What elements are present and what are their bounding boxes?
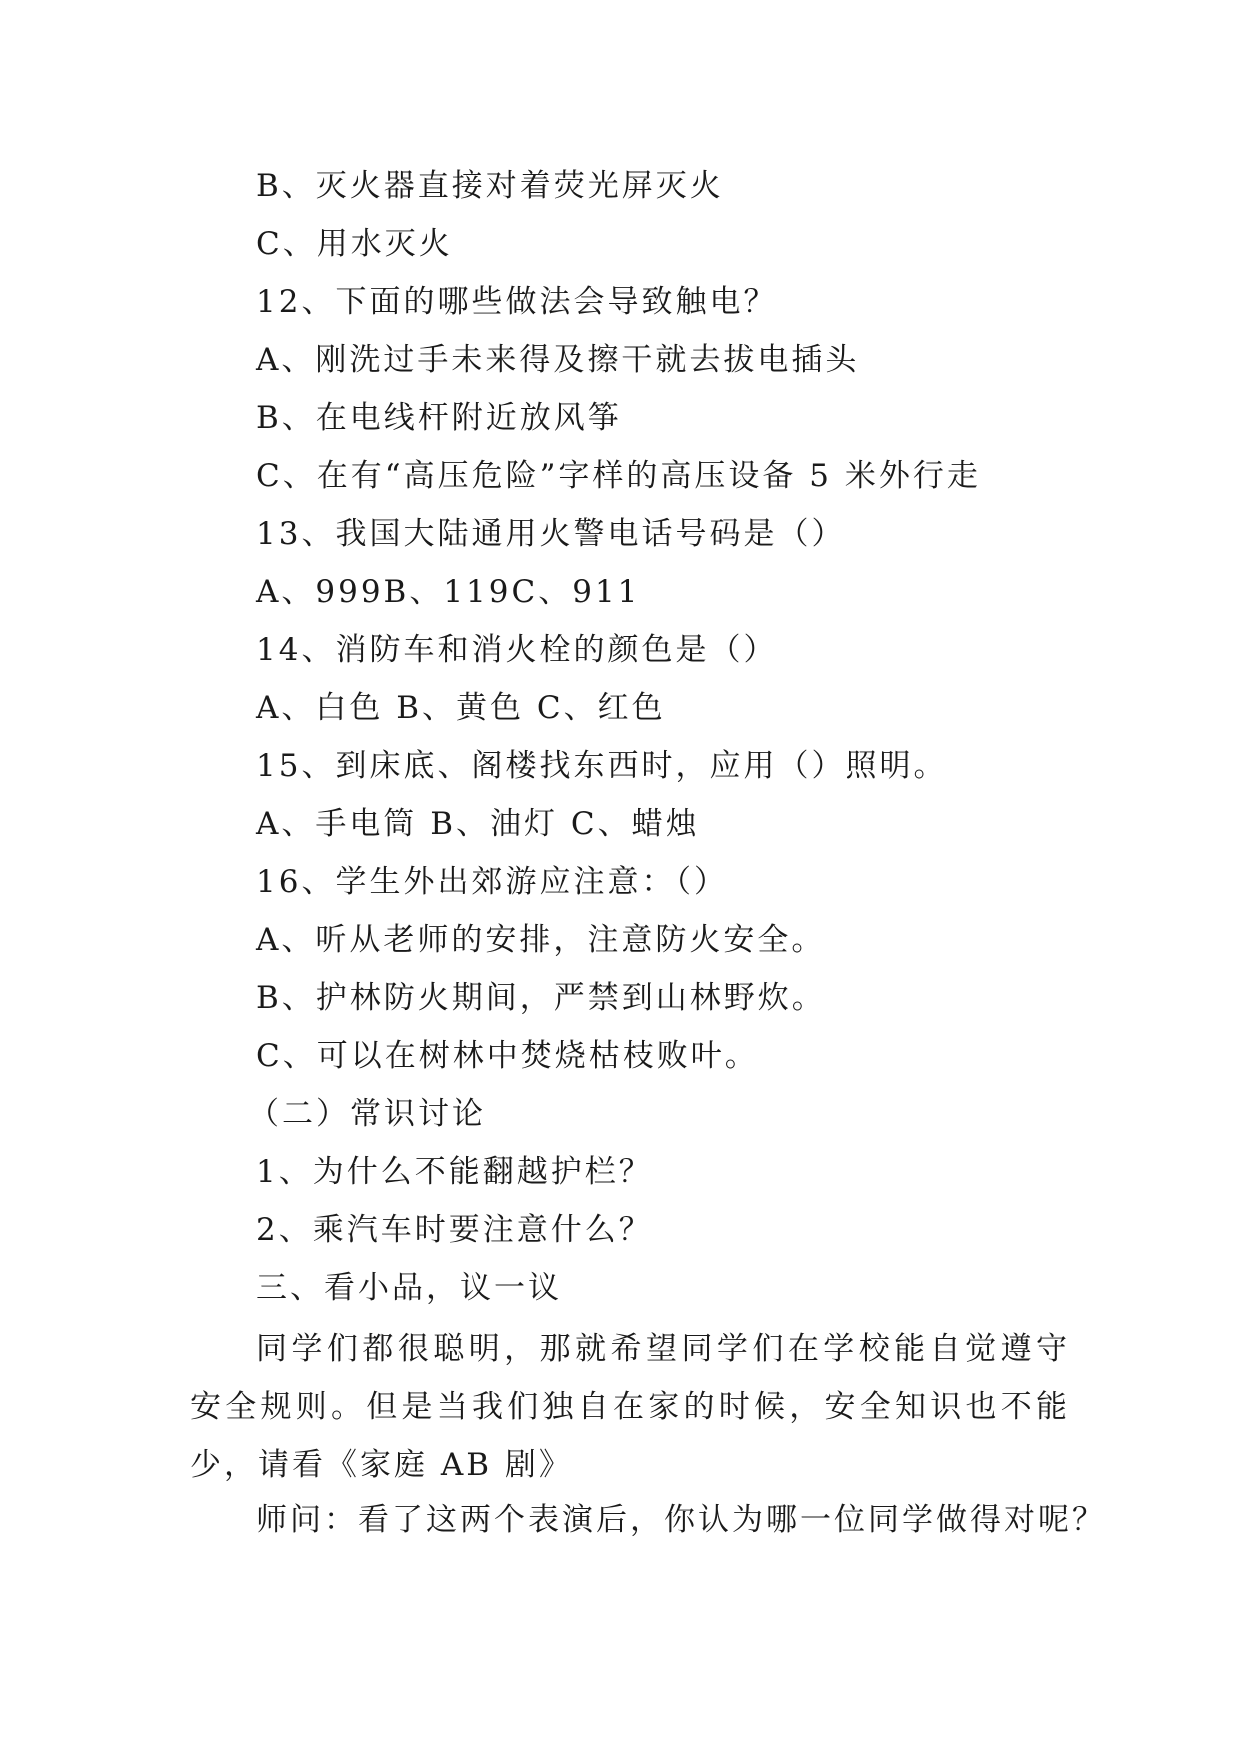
- text-line-18: 1、为什么不能翻越护栏？: [256, 1154, 653, 1190]
- body-paragraph: 同学们都很聪明，那就希望同学们在学校能自觉遵守安全规则。但是当我们独自在家的时候，安全知识也不能少，请看《家庭 AB 剧》: [190, 1331, 1070, 1483]
- text-line-8: A、999B、119C、911: [256, 574, 641, 610]
- text-line-last: 师问：看了这两个表演后，你认为哪一位同学做得对呢？: [256, 1502, 1106, 1538]
- text-line-7: 13、我国大陆通用火警电话号码是（）: [256, 516, 846, 552]
- text-line-10: A、白色 B、黄色 C、红色: [256, 690, 666, 726]
- text-line-15: B、护林防火期间，严禁到山林野炊。: [256, 980, 826, 1016]
- text-line-9: 14、消防车和消火栓的颜色是（）: [256, 632, 778, 668]
- text-line-14: A、听从老师的安排，注意防火安全。: [256, 922, 826, 958]
- text-line-11: 15、到床底、阁楼找东西时，应用（）照明。: [256, 748, 948, 784]
- text-line-12: A、手电筒 B、油灯 C、蜡烛: [256, 806, 700, 842]
- text-line-16: C、可以在树林中焚烧枯枝败叶。: [256, 1038, 759, 1074]
- text-line-5: B、在电线杆附近放风筝: [256, 400, 622, 436]
- text-line-1: B、灭火器直接对着荧光屏灭火: [256, 168, 724, 204]
- text-line-4: A、刚洗过手未来得及擦干就去拔电插头: [256, 342, 860, 378]
- text-line-13: 16、学生外出郊游应注意：（）: [256, 864, 728, 900]
- text-line-2: C、用水灭火: [256, 226, 453, 262]
- section-heading-3: 三、看小品，议一议: [256, 1270, 562, 1306]
- section-heading: （二）常识讨论: [248, 1096, 486, 1132]
- text-line-19: 2、乘汽车时要注意什么？: [256, 1212, 653, 1248]
- text-line-3: 12、下面的哪些做法会导致触电？: [256, 284, 778, 320]
- text-line-6: C、在有“高压危险”字样的高压设备 5 米外行走: [256, 458, 981, 494]
